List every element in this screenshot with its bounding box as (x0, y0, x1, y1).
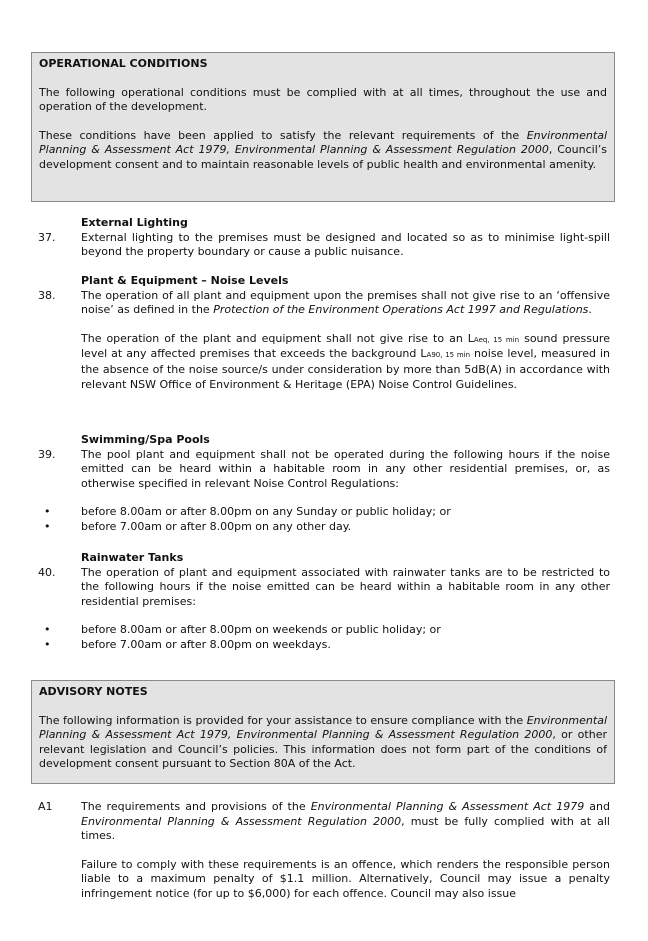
condition-40-heading: Rainwater Tanks (81, 551, 184, 564)
advisory-notes-text: The following information is provided for your assistance to ensure compliance with the Environmental Planning & Assessment Act 1979, Environmental Planning & Assessment Regulation 2000, or other relevant legislation and Council’s policies. This information does not form part of the conditions of development consent pursuant to Section 80A of the Act. (39, 713, 607, 771)
advisory-notes-title: ADVISORY NOTES (39, 685, 148, 698)
condition-37-number: 37. (38, 230, 56, 244)
condition-38 (38, 274, 610, 392)
condition-40 (38, 551, 610, 653)
condition-39-number: 39. (38, 447, 56, 461)
condition-39 (38, 433, 610, 535)
condition-40-number: 40. (38, 565, 56, 579)
advisory-a1-number: A1 (38, 800, 53, 813)
bullet-icon: • (44, 505, 51, 519)
condition-37-heading: External Lighting (81, 216, 188, 229)
operational-conditions-box (31, 52, 615, 202)
condition-38-number: 38. (38, 288, 56, 302)
operational-conditions-title: OPERATIONAL CONDITIONS (39, 57, 208, 70)
condition-39-heading: Swimming/Spa Pools (81, 433, 210, 446)
condition-37 (38, 216, 610, 260)
advisory-notes-box (31, 680, 615, 784)
list-item: • before 8.00am or after 8.00pm on any Sunday or public holiday; or (44, 505, 451, 519)
operational-intro: The following operational conditions must be complied with at all times, throughout the use and operation of the development. (39, 85, 607, 114)
condition-38-paragraph-2: The operation of the plant and equipment shall not give rise to an LAeq, 15 min sound pressure level at any affected premises that exceeds the background LA90, 15 min noise level, measured in the absence of the noise source/s under consideration by more than 5dB(A) in accordance with relevant NSW Office of Environment & Heritage (EPA) Noise Control Guidelines. (81, 331, 610, 391)
bullet-icon: • (44, 637, 51, 651)
list-item: • before 7.00am or after 8.00pm on any other day. (44, 519, 352, 533)
condition-40-text: The operation of plant and equipment associated with rainwater tanks are to be restricted to the following hours if the noise emitted can be heard within a habitable room in any other residential premises: (81, 565, 610, 608)
condition-39-text: The pool plant and equipment shall not be operated during the following hours if the noise emitted can be heard within a habitable room in any other residential premises, or, as otherwise specified in relevant Noise Control Regulations: (81, 447, 610, 490)
list-item: • before 7.00am or after 8.00pm on weekdays. (44, 637, 331, 651)
bullet-icon: • (44, 519, 51, 533)
operational-requirements: These conditions have been applied to satisfy the relevant requirements of the Environmental Planning & Assessment Act 1979, Environmental Planning & Assessment Regulation 2000, Council’s development consent and to maintain reasonable levels of public health and environmental amenity. (39, 128, 607, 171)
advisory-a1 (38, 800, 610, 902)
list-item: • before 8.00am or after 8.00pm on weekends or public holiday; or (44, 623, 441, 637)
advisory-a1-paragraph-2: Failure to comply with these requirements is an offence, which renders the responsible person liable to a maximum penalty of $1.1 million. Alternatively, Council may issue a penalty infringement notice (for up to $6,000) for each offence. Council may also issue (81, 857, 610, 900)
advisory-a1-paragraph-1: The requirements and provisions of the Environmental Planning & Assessment Act 1979 and Environmental Planning & Assessment Regulation 2000, must be fully complied with at all times. (81, 800, 610, 843)
condition-37-text: External lighting to the premises must be designed and located so as to minimise light-spill beyond the property boundary or cause a public nuisance. (81, 230, 610, 259)
condition-38-heading: Plant & Equipment – Noise Levels (81, 274, 289, 287)
condition-38-paragraph-1: The operation of all plant and equipment upon the premises shall not give rise to an ‘offensive noise’ as defined in the Protection of the Environment Operations Act 1997 and Regulations. (81, 288, 610, 317)
bullet-icon: • (44, 623, 51, 637)
